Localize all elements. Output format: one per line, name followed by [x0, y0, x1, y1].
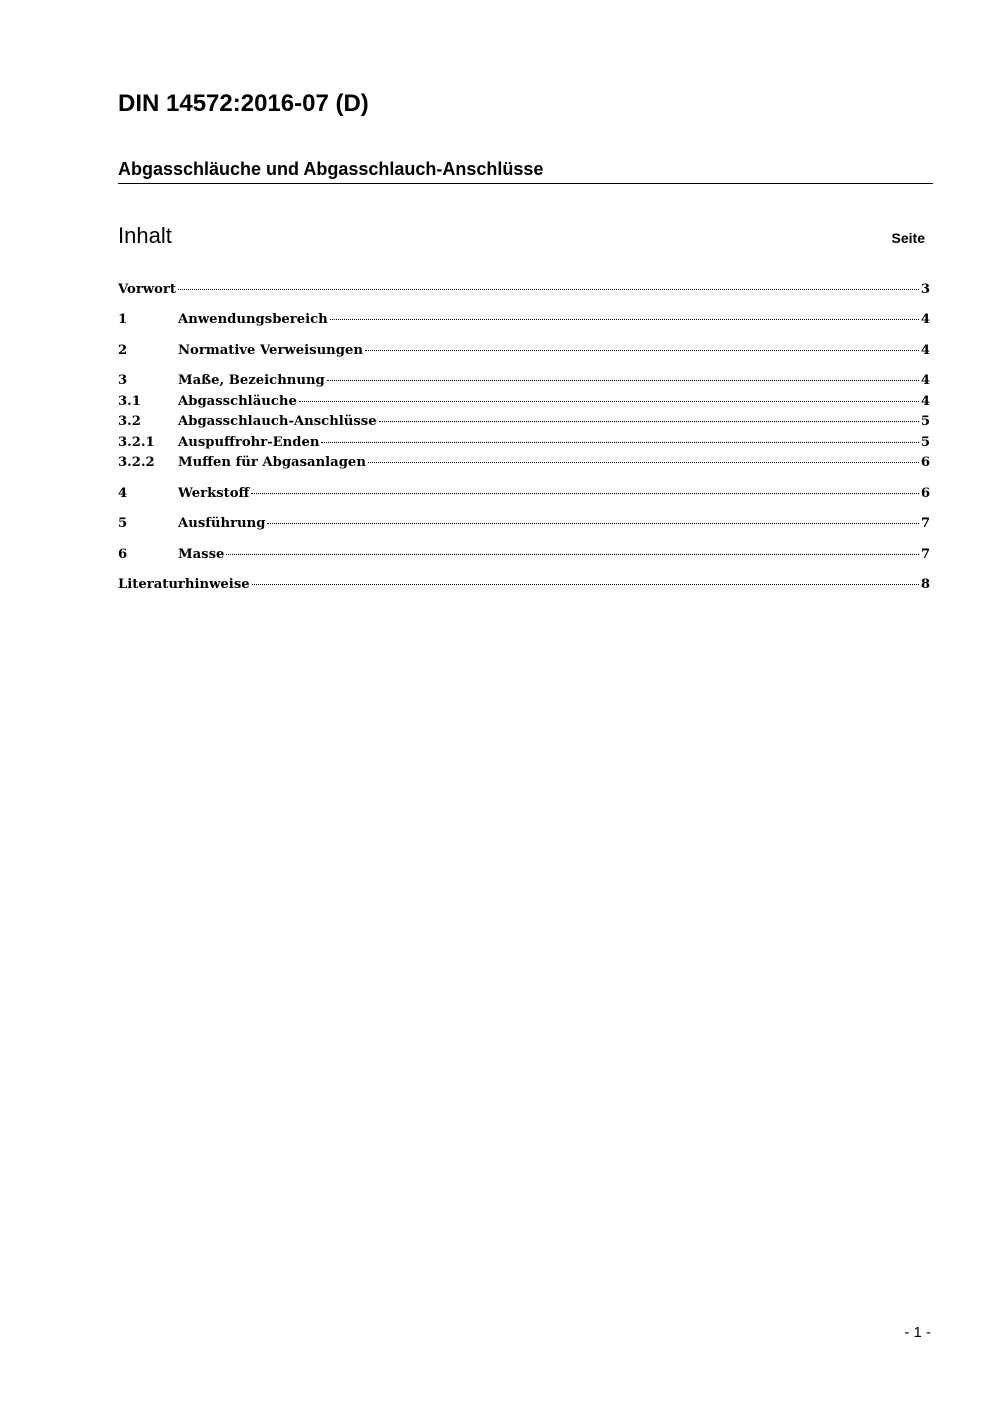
toc-entry-title: Ausführung [178, 516, 266, 531]
toc-entry-number: 6 [118, 547, 128, 562]
toc-entry-3-2-1[interactable] [118, 433, 930, 453]
toc-entry-title: Masse [178, 547, 225, 562]
toc-entry-number: 3.2 [118, 414, 141, 429]
toc-entry-page: 4 [920, 312, 930, 327]
toc-entry-title: Abgasschlauch-Anschlüsse [178, 414, 377, 429]
toc-entry-3[interactable] [118, 371, 930, 391]
subtitle-rule [118, 183, 933, 184]
toc-leader [267, 523, 918, 524]
toc-entry-4[interactable] [118, 484, 930, 504]
toc-entry-page: 4 [920, 343, 930, 358]
toc-entry-page: 7 [920, 547, 930, 562]
toc-leader [252, 584, 919, 585]
toc-entry-number: 3 [118, 373, 128, 388]
toc-leader [251, 493, 918, 494]
toc-entry-page: 4 [920, 373, 930, 388]
toc-entry-number: 1 [118, 312, 128, 327]
toc-leader [226, 554, 918, 555]
page-column-label: Seite [891, 230, 925, 246]
page-number: - 1 - [904, 1324, 931, 1341]
toc-entry-number: 2 [118, 343, 128, 358]
toc-leader [299, 401, 919, 402]
toc-entry-title: Vorwort [118, 282, 176, 297]
toc-leader [365, 350, 919, 351]
toc-entry-page: 5 [920, 414, 930, 429]
toc-leader [330, 319, 919, 320]
toc-leader [178, 289, 919, 290]
toc-entry-page: 6 [920, 486, 930, 501]
toc-entry-title: Normative Verweisungen [178, 343, 363, 358]
toc-entry-number: 3.2.2 [118, 455, 155, 470]
toc-entry-title: Werkstoff [178, 486, 250, 501]
toc-entry-number: 3.2.1 [118, 435, 155, 450]
toc-entry-page: 4 [920, 394, 930, 409]
toc-entry-title: Muffen für Abgasanlagen [178, 455, 366, 470]
toc-entry-literaturhinweise[interactable] [118, 575, 930, 595]
toc-entry-vorwort[interactable] [118, 280, 930, 300]
toc-leader [368, 462, 919, 463]
toc-entry-number: 4 [118, 486, 128, 501]
toc-leader [321, 442, 918, 443]
toc-entry-title: Maße, Bezeichnung [178, 373, 325, 388]
toc-entry-page: 8 [920, 577, 930, 592]
document-subtitle: Abgasschläuche und Abgasschlauch-Anschlüsse [118, 159, 544, 179]
toc-entry-page: 7 [920, 516, 930, 531]
toc-entry-number: 3.1 [118, 394, 141, 409]
toc-entry-5[interactable] [118, 514, 930, 534]
toc-entry-3-1[interactable] [118, 392, 930, 412]
toc-entry-number: 5 [118, 516, 128, 531]
toc-entry-page: 5 [920, 435, 930, 450]
toc-entry-title: Abgasschläuche [178, 394, 297, 409]
toc-entry-3-2[interactable] [118, 412, 930, 432]
toc-entry-2[interactable] [118, 341, 930, 361]
toc-entry-title: Anwendungsbereich [178, 312, 328, 327]
toc-entry-1[interactable] [118, 310, 930, 330]
toc-entry-title: Auspuffrohr-Enden [178, 435, 320, 450]
toc-entry-title: Literaturhinweise [118, 577, 250, 592]
toc-leader [327, 380, 919, 381]
toc-leader [379, 421, 919, 422]
toc-heading: Inhalt [118, 223, 172, 248]
toc-entry-page: 6 [920, 455, 930, 470]
toc-entry-page: 3 [920, 282, 930, 297]
document-title: DIN 14572:2016-07 (D) [118, 90, 369, 117]
toc-entry-3-2-2[interactable] [118, 453, 930, 473]
toc-entry-6[interactable] [118, 545, 930, 565]
